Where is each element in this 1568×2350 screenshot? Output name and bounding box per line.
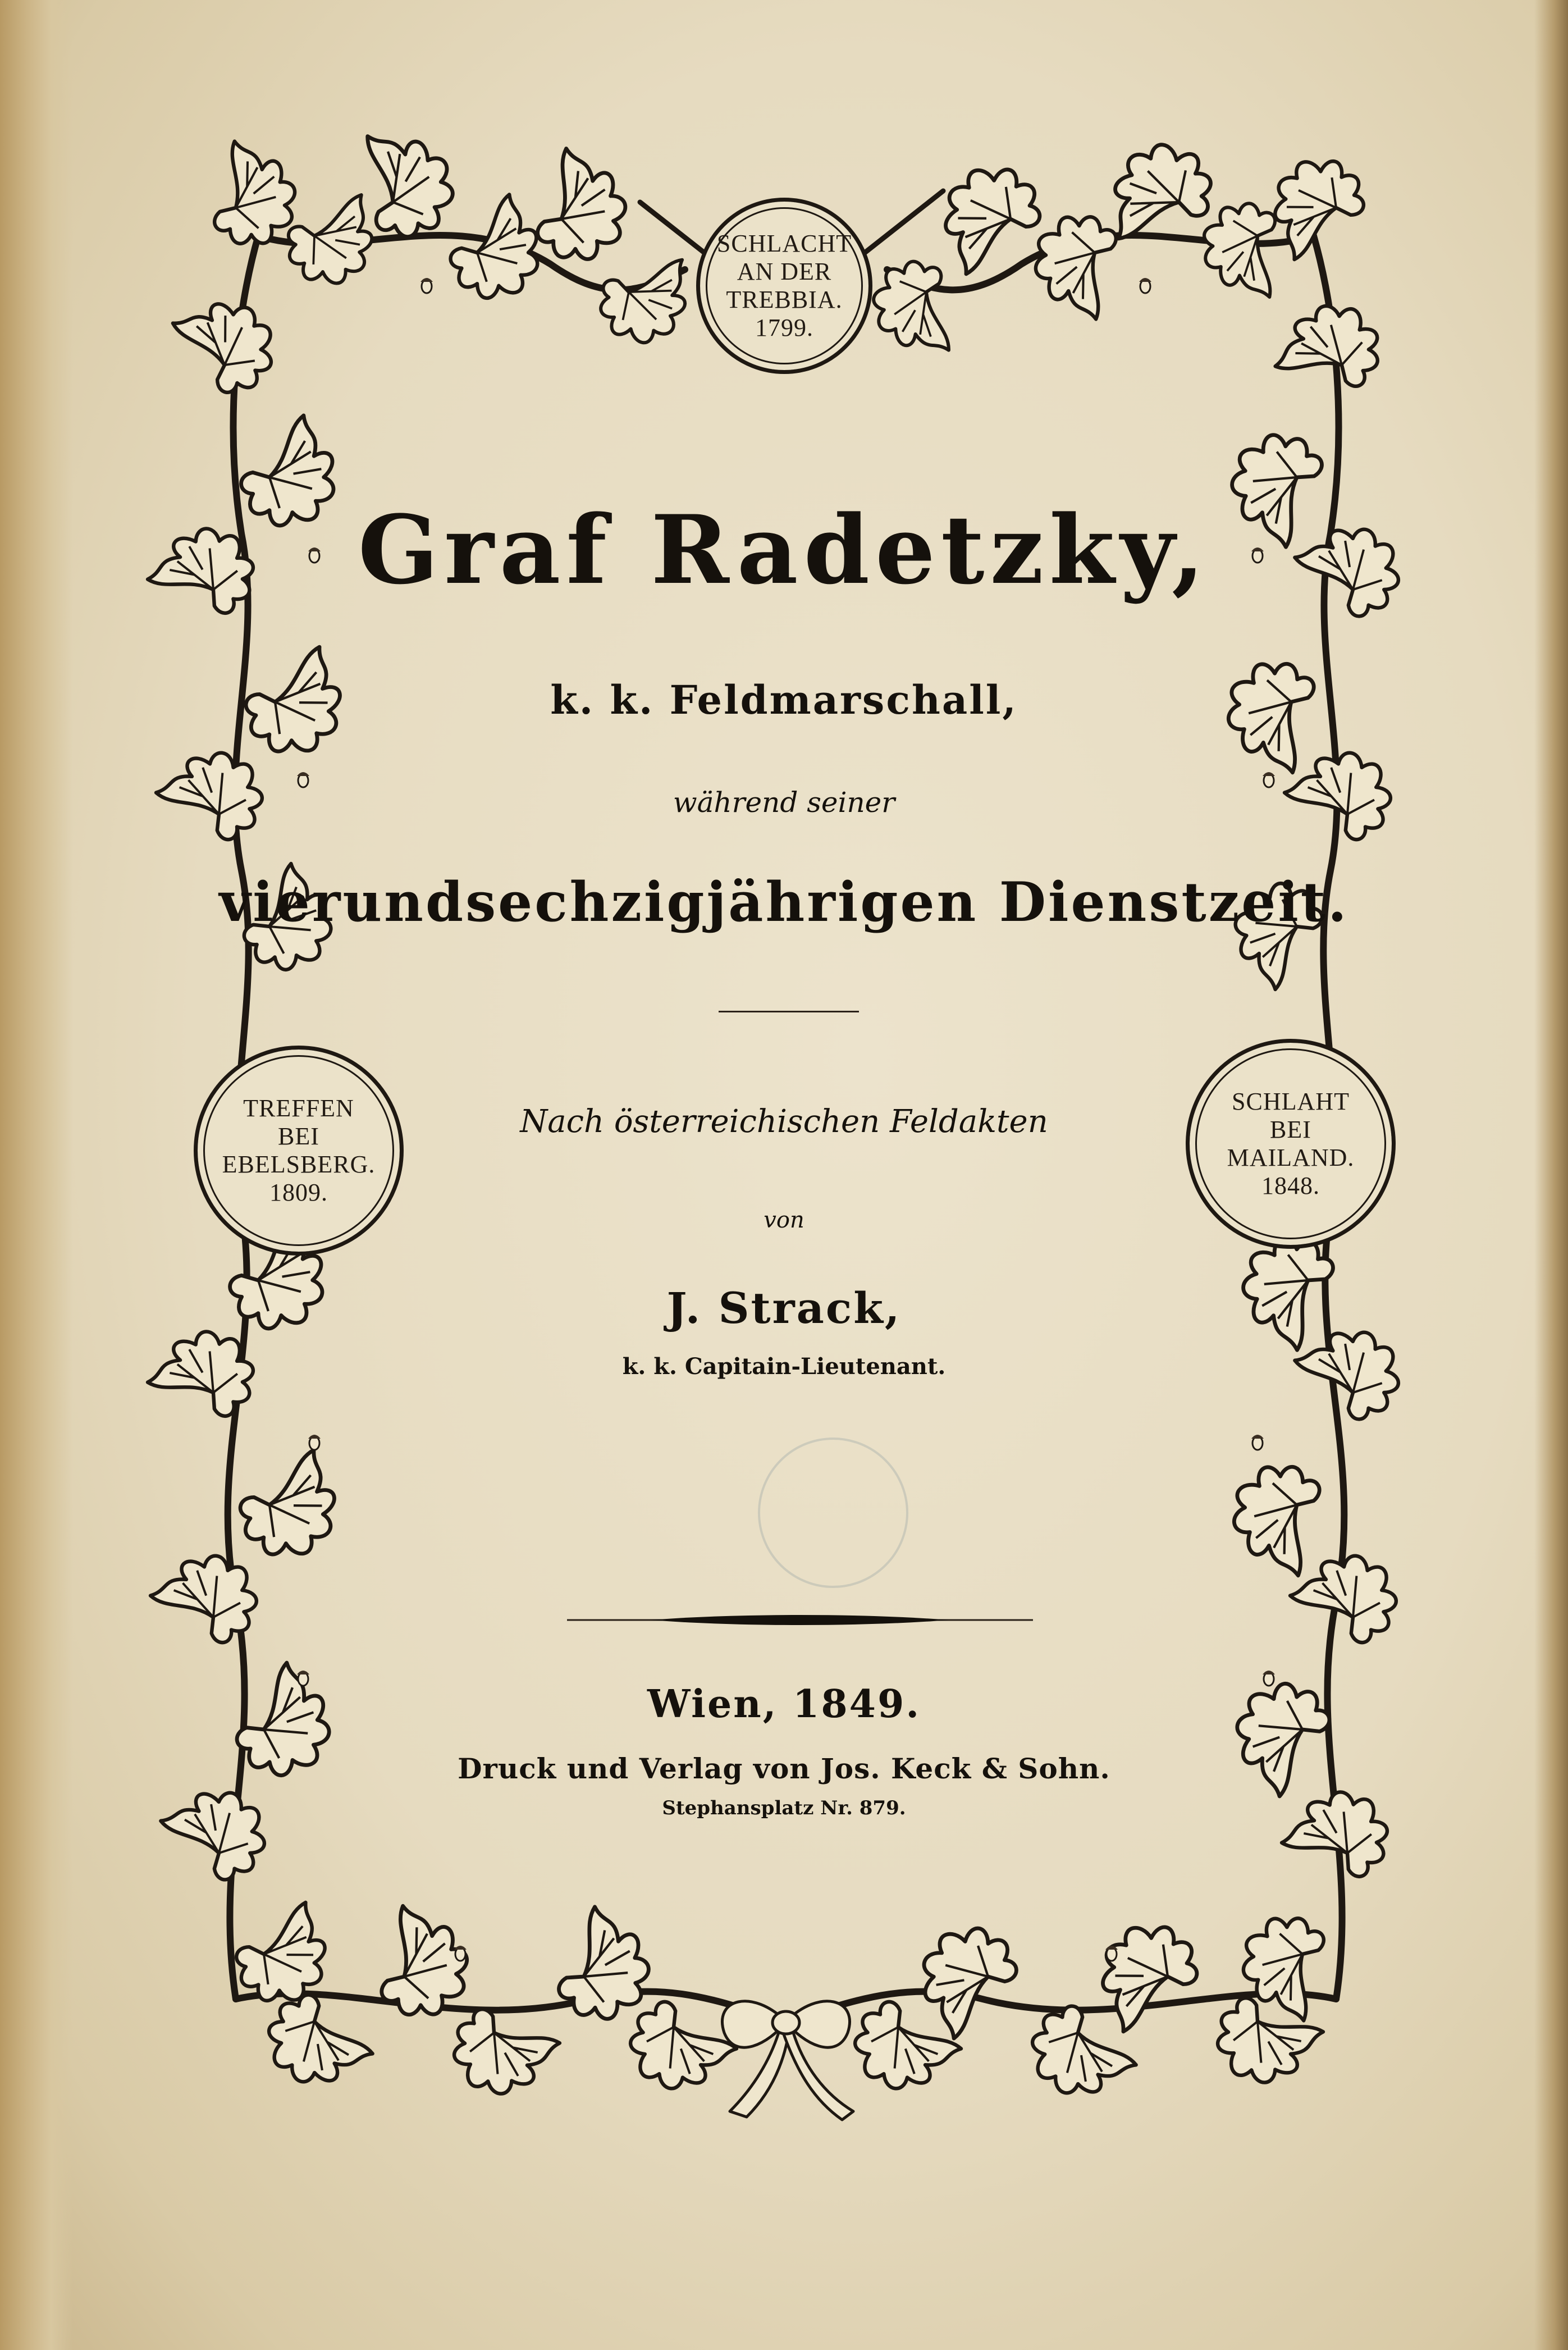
source-line: Nach österreichischen Feldakten [520,1103,1048,1140]
medallion-right-line: MAILAND. [1227,1144,1355,1171]
library-stamp [758,1438,908,1588]
subject-rank: k. k. Feldmarschall, [550,677,1018,723]
swelled-rule [567,1612,1033,1628]
author-name: J. Strack, [666,1283,902,1333]
medallion-top-line: 1799. [755,314,813,342]
medallion-left-line: 1809. [269,1179,328,1207]
subtitle-connector: während seiner [673,786,895,819]
medallion-right-line: SCHLAHT [1232,1087,1350,1115]
subtitle-service: vierundsechzigjährigen Dienstzeit. [219,870,1349,934]
medallion-top [696,198,872,374]
medallion-left-line: TREFFEN [243,1094,354,1122]
page-title: Graf Radetzky, [358,494,1210,605]
medallion-right-line: 1848. [1261,1172,1320,1200]
imprint-publisher: Druck und Verlag von Jos. Keck & Sohn. [458,1752,1110,1785]
imprint-address: Stephansplatz Nr. 879. [662,1797,906,1819]
imprint-place-year: Wien, 1849. [647,1682,921,1727]
by-line: von [764,1207,804,1233]
divider-short [719,1011,859,1012]
medallion-top-line: SCHLACHT [716,229,852,257]
medallion-left-line: EBELSBERG. [222,1151,376,1178]
medallion-top-line: AN DER [737,257,832,285]
medallion-top-line: TREBBIA. [726,286,843,313]
author-rank: k. k. Capitain-Lieutenant. [622,1353,946,1380]
medallion-right-line: BEI [1270,1115,1311,1143]
medallion-left-line: BEI [278,1122,319,1150]
